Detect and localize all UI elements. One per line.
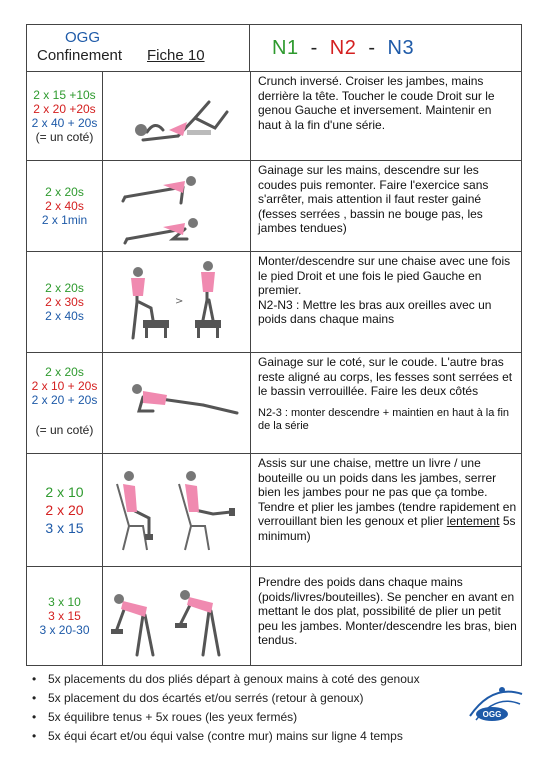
- fiche-number: Fiche 10: [147, 47, 205, 64]
- exercise-image: [103, 161, 251, 251]
- reps-cell: [27, 353, 103, 453]
- exercise-row: [27, 161, 521, 252]
- exercise-description: Gainage sur le coté, sur le coude. L'autre bras reste aligné au corps, les fesses sont serrées et le bassin verrouillée. Faire les deux côtés N2-3 : monter descendre + maintien en haut à la fin de la série: [258, 355, 513, 432]
- exercise-description: Monter/descendre sur une chaise avec une fois le pied Droit et une fois le pied Gauche en premier. N2-N3 : Mettre les bras aux oreilles avec un poids dans chaque mains: [258, 254, 511, 326]
- exercise-description: Assis sur une chaise, mettre un livre / une bouteille ou un poids dans les jambes, serrer bien les jambes pour ne pas que ça tombe. Tendre et plier les jambes (tendre rapidement en verrouillant bien les genoux et plier lentement 5s minimum): [258, 456, 517, 543]
- reps-n3: 2 x 20 + 20s: [31, 393, 98, 407]
- reps-n3: 2 x 1min: [41, 213, 88, 227]
- reps-n2: 2 x 20 +20s: [33, 102, 96, 116]
- reps-cell: [27, 454, 103, 566]
- exercise-image: [103, 567, 251, 665]
- reps-n1: 2 x 20s: [45, 281, 84, 295]
- svg-text:OGG: OGG: [482, 710, 502, 719]
- levels-legend: [250, 25, 521, 71]
- reps-note: (= un coté): [35, 423, 94, 437]
- level-n1: N1: [272, 36, 299, 59]
- step-up-figure-icon: [103, 252, 250, 352]
- reps-cell: [27, 161, 103, 251]
- sheet-header: [27, 25, 521, 72]
- reps-n3: 3 x 20-30: [39, 623, 90, 637]
- exercise-image: [103, 353, 251, 453]
- warmup-list: [30, 670, 520, 746]
- svg-text:>: >: [175, 296, 184, 307]
- plank-figure-icon: [103, 161, 250, 251]
- exercise-description: Gainage sur les mains, descendre sur les coudes puis remonter. Faire l'exercice sans s'arrêter, mais attention il faut rester gainé (fesses serrées , bassin ne bouge pas, les jambes tendues): [258, 163, 489, 235]
- exercise-sheet: [26, 24, 522, 666]
- reps-n3: 2 x 40 + 20s: [31, 116, 98, 130]
- exercise-row: [27, 567, 521, 665]
- crunch-figure-icon: [103, 72, 250, 160]
- exercise-row: [27, 252, 521, 353]
- seated-leg-figure-icon: [103, 454, 250, 566]
- reps-n1: 2 x 20s: [45, 365, 84, 379]
- exercise-description: Prendre des poids dans chaque mains (poids/livres/bouteilles). Se pencher en avant en mettant le dos plat, possibilité de plier un petit peu les jambes. Monter/descendre les bras, bien tendus.: [258, 575, 517, 647]
- reps-n3: 3 x 15: [45, 520, 84, 536]
- club-name: OGG: [65, 29, 101, 46]
- dumbbell-row-figure-icon: [103, 567, 250, 665]
- list-item: • 5x équilibre tenus + 5x roues (les yeux fermés): [30, 708, 520, 727]
- reps-n2: 2 x 10 + 20s: [31, 379, 98, 393]
- reps-n2: 3 x 15: [48, 609, 81, 623]
- exercise-row: [27, 72, 521, 161]
- exercise-description: Crunch inversé. Croiser les jambes, mains derrière la tête. Toucher le coude Droit sur le genou Gauche et inversement. Maintenir en haut à la fin d'une série.: [258, 74, 495, 132]
- reps-n2: 2 x 40s: [45, 199, 84, 213]
- reps-cell: [27, 252, 103, 352]
- header-title-cell: [27, 25, 250, 71]
- exercise-image: [103, 454, 251, 566]
- level-separator: -: [368, 36, 376, 59]
- reps-cell: [27, 72, 103, 160]
- gymnast-logo-icon: [462, 680, 528, 726]
- reps-n2: 2 x 20: [45, 502, 84, 518]
- reps-n1: 3 x 10: [48, 595, 81, 609]
- side-plank-figure-icon: [103, 353, 250, 453]
- reps-n2: 2 x 30s: [45, 295, 84, 309]
- level-separator: -: [310, 36, 318, 59]
- exercise-row: [27, 454, 521, 567]
- exercise-image: [103, 252, 251, 352]
- reps-n1: 2 x 10: [45, 484, 84, 500]
- sheet-title: Confinement: [37, 47, 123, 64]
- exercise-image: [103, 72, 251, 160]
- list-item: • 5x placements du dos pliés départ à genoux mains à coté des genoux: [30, 670, 520, 689]
- club-logo: [462, 680, 528, 726]
- level-n2: N2: [329, 36, 357, 59]
- level-n3: N3: [387, 36, 415, 59]
- list-item: • 5x placement du dos écartés et/ou serrés (retour à genoux): [30, 689, 520, 708]
- reps-n3: 2 x 40s: [45, 309, 84, 323]
- reps-n1: 2 x 20s: [45, 185, 84, 199]
- list-item: • 5x équi écart et/ou équi valse (contre mur) mains sur ligne 4 temps: [30, 727, 520, 746]
- reps-n1: 2 x 15 +10s: [33, 88, 96, 102]
- reps-cell: [27, 567, 103, 665]
- reps-note: (= un coté): [35, 130, 94, 144]
- exercise-row: [27, 353, 521, 454]
